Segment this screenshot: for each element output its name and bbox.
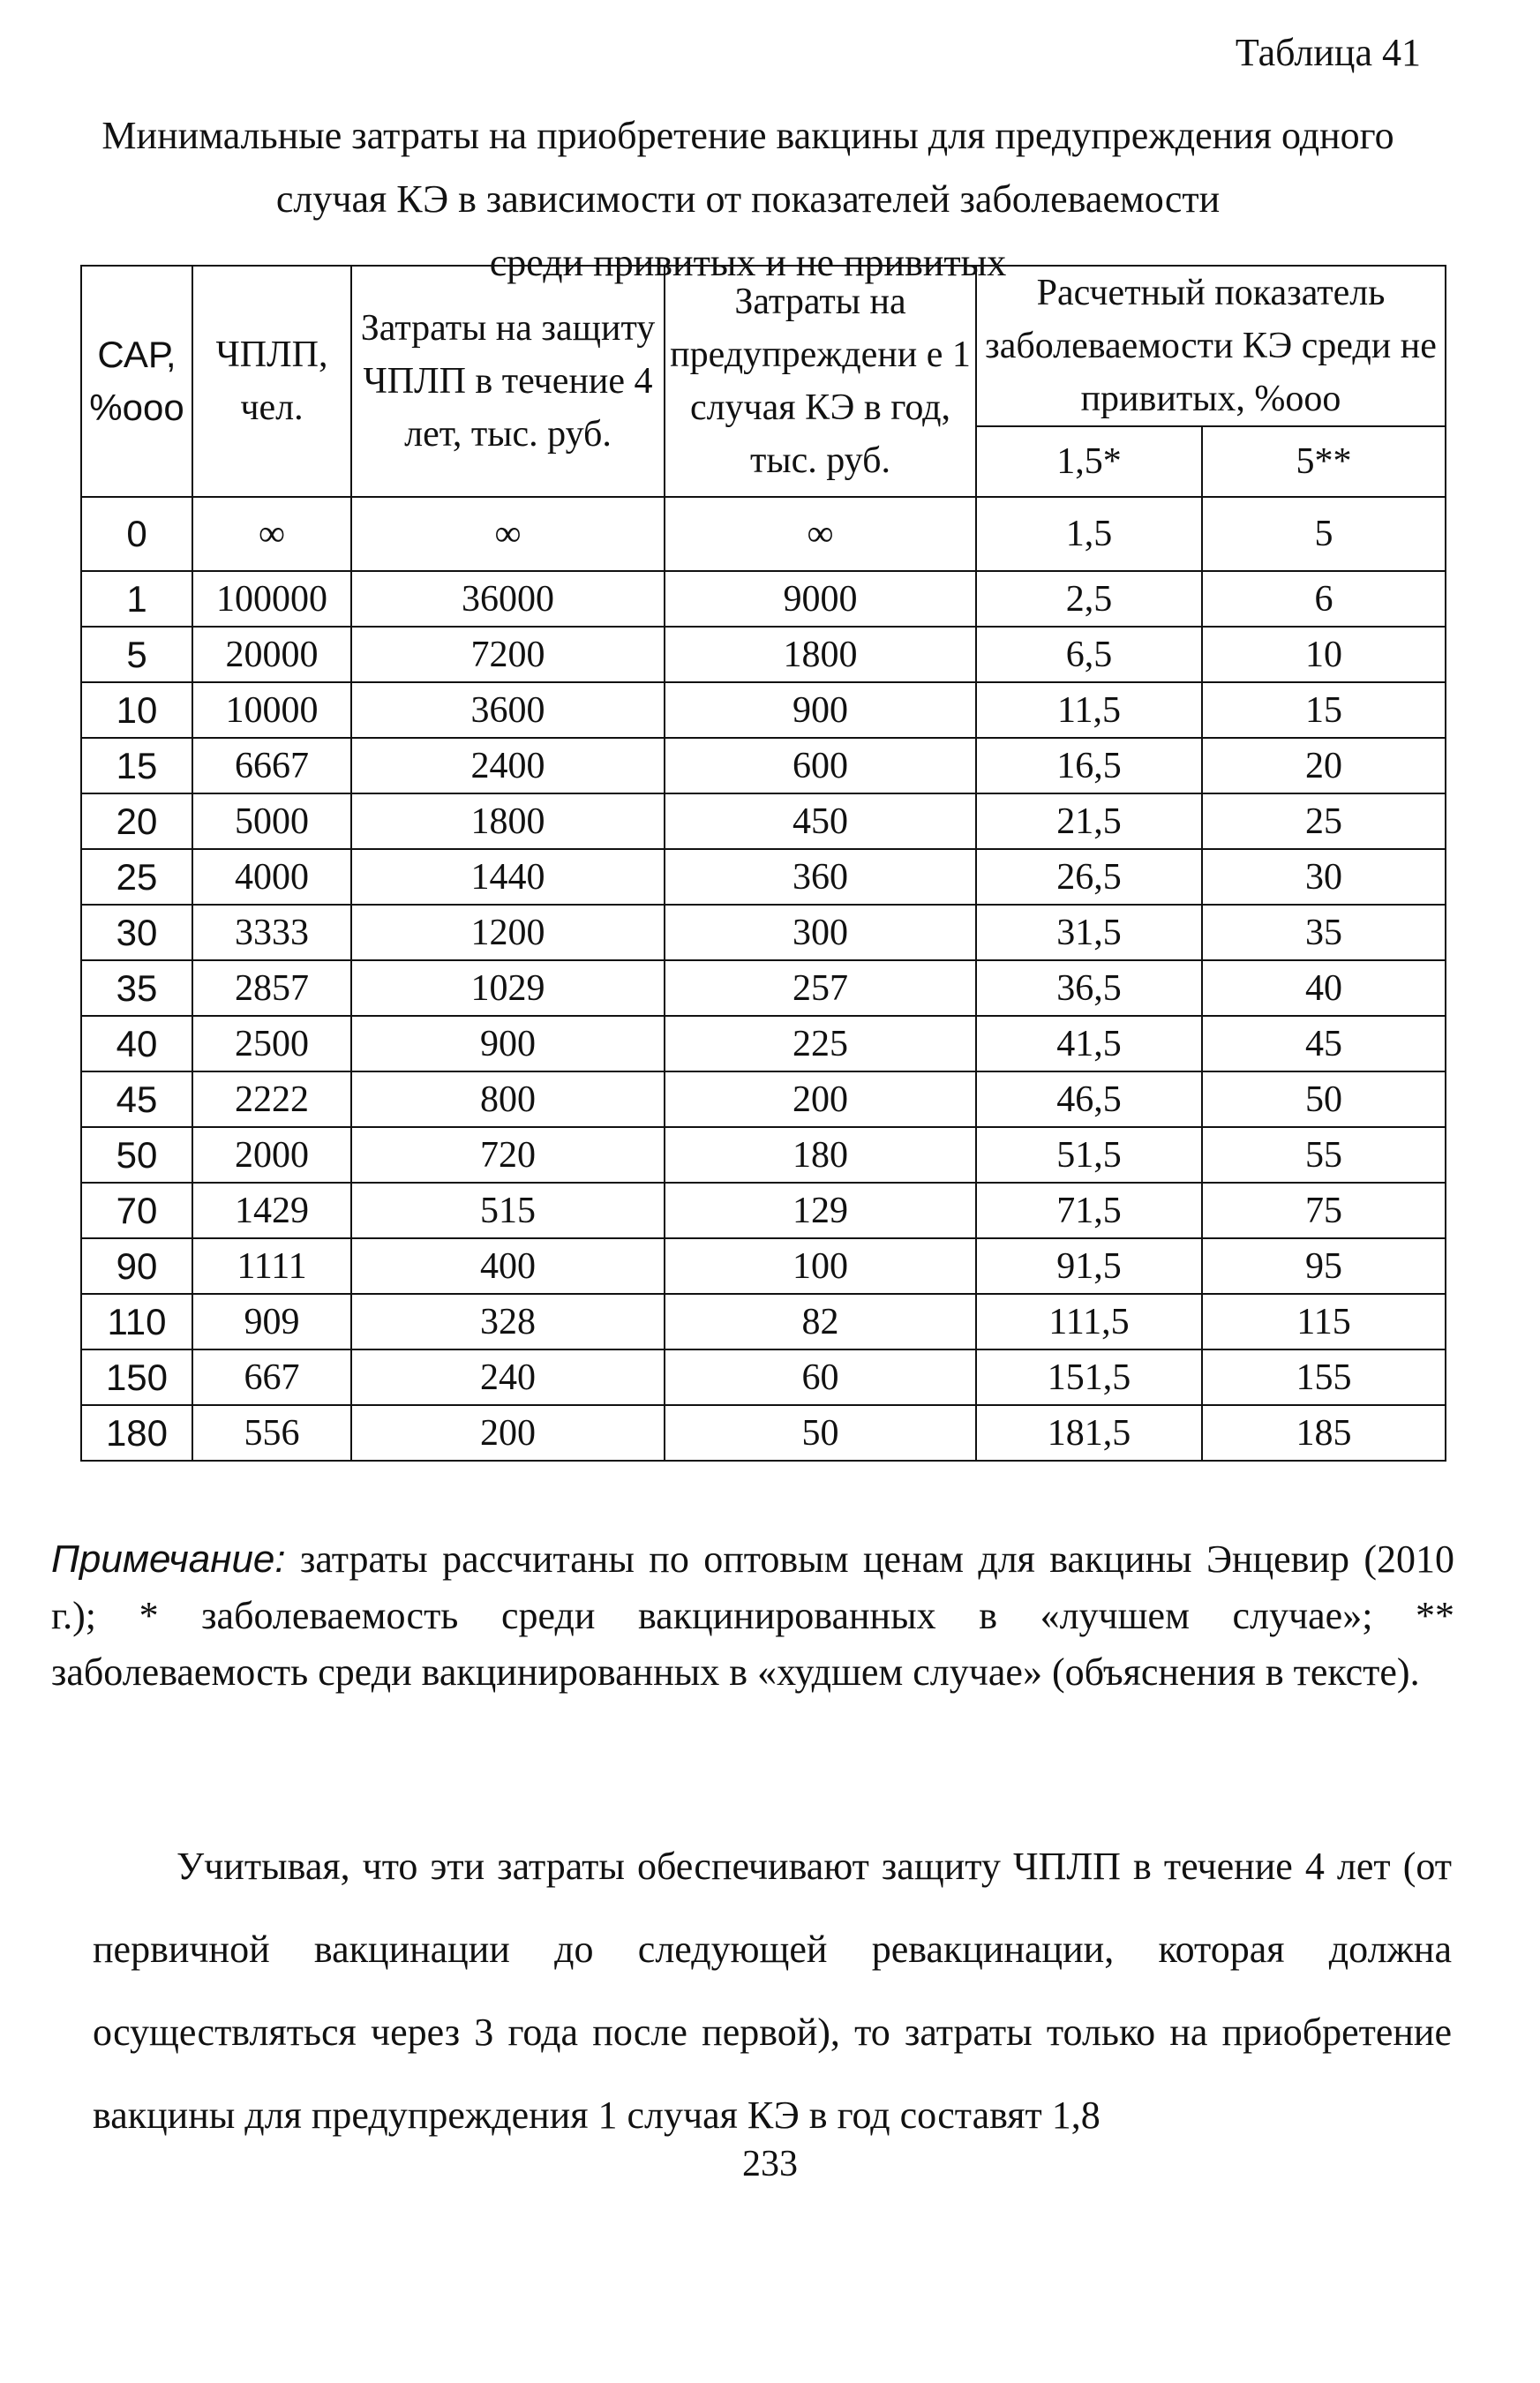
header-worst-case: 5** [1202, 426, 1446, 497]
cell-cost-protection: 3600 [351, 682, 665, 738]
table-row [81, 1349, 1446, 1405]
cell-rate-worst: 25 [1202, 793, 1446, 849]
cell-rate-best: 71,5 [976, 1183, 1202, 1238]
table-row [81, 738, 1446, 793]
cell-rate-best: 181,5 [976, 1405, 1202, 1461]
table-body [81, 497, 1446, 1461]
cell-chplp: 10000 [192, 682, 351, 738]
cell-rate-best: 91,5 [976, 1238, 1202, 1294]
cell-rate-worst: 155 [1202, 1349, 1446, 1405]
cell-sar: 5 [81, 627, 192, 682]
cell-rate-worst: 5 [1202, 497, 1446, 571]
cell-chplp: 2222 [192, 1071, 351, 1127]
cell-chplp: 2000 [192, 1127, 351, 1183]
cell-sar: 15 [81, 738, 192, 793]
body-text [93, 1825, 1452, 2157]
table-row [81, 1016, 1446, 1071]
cell-rate-worst: 40 [1202, 960, 1446, 1016]
cell-chplp: 1111 [192, 1238, 351, 1294]
cell-chplp: 667 [192, 1349, 351, 1405]
cell-cost-prevention: 100 [665, 1238, 976, 1294]
cell-cost-protection: 515 [351, 1183, 665, 1238]
table-row [81, 1294, 1446, 1349]
cell-sar: 90 [81, 1238, 192, 1294]
cell-cost-protection: 240 [351, 1349, 665, 1405]
cell-cost-prevention: 9000 [665, 571, 976, 627]
cell-sar: 30 [81, 905, 192, 960]
note-text-prices: затраты рассчитаны по оптовым ценам для вакцины Энцевир (2010 г.); [51, 1537, 1455, 1637]
cell-sar: 1 [81, 571, 192, 627]
cell-sar: 45 [81, 1071, 192, 1127]
cell-cost-protection: 1440 [351, 849, 665, 905]
cell-cost-prevention: 450 [665, 793, 976, 849]
cell-rate-best: 31,5 [976, 905, 1202, 960]
table-row [81, 571, 1446, 627]
cell-rate-best: 16,5 [976, 738, 1202, 793]
cell-rate-worst: 20 [1202, 738, 1446, 793]
cell-rate-worst: 15 [1202, 682, 1446, 738]
cell-cost-prevention: 225 [665, 1016, 976, 1071]
table-row [81, 905, 1446, 960]
note-star-mark: * [139, 1594, 159, 1637]
table-row [81, 1238, 1446, 1294]
table-row [81, 1071, 1446, 1127]
cell-rate-best: 46,5 [976, 1071, 1202, 1127]
cell-cost-protection: 720 [351, 1127, 665, 1183]
cell-chplp: 2857 [192, 960, 351, 1016]
cell-chplp: 4000 [192, 849, 351, 905]
cell-cost-protection: 800 [351, 1071, 665, 1127]
cell-rate-worst: 30 [1202, 849, 1446, 905]
cell-cost-prevention: 600 [665, 738, 976, 793]
cell-cost-protection: 900 [351, 1016, 665, 1071]
cell-rate-worst: 50 [1202, 1071, 1446, 1127]
cell-cost-protection: 1029 [351, 960, 665, 1016]
table-row [81, 1405, 1446, 1461]
table-note [51, 1531, 1454, 1701]
cell-rate-worst: 95 [1202, 1238, 1446, 1294]
cell-rate-best: 21,5 [976, 793, 1202, 849]
cell-cost-protection: 1200 [351, 905, 665, 960]
cell-sar: 50 [81, 1127, 192, 1183]
cell-rate-worst: 10 [1202, 627, 1446, 682]
cell-cost-prevention: 1800 [665, 627, 976, 682]
cell-rate-best: 1,5 [976, 497, 1202, 571]
body-paragraph: Учитывая, что эти затраты обеспечивают защиту ЧПЛП в течение 4 лет (от первичной вакцинации до следующей ревакцинации, которая должна осуществляться через 3 года после первой), то затраты только на приобретение вакцины для предупреждения 1 случая КЭ в год составят 1,8 [93, 1845, 1452, 2137]
page-number: 233 [742, 2144, 798, 2184]
header-chplp: ЧПЛП, чел. [192, 266, 351, 497]
cell-cost-prevention: 82 [665, 1294, 976, 1349]
cell-rate-best: 36,5 [976, 960, 1202, 1016]
cell-sar: 110 [81, 1294, 192, 1349]
note-text-worst-case: заболеваемость среди вакцинированных в «худшем случае» (объяснения в тексте). [51, 1650, 1420, 1694]
header-cost-prevention: Затраты на предупреждени е 1 случая КЭ в год, тыс. руб. [665, 266, 976, 497]
cell-sar: 20 [81, 793, 192, 849]
note-label: Примечание: [51, 1537, 286, 1581]
cell-chplp: 1429 [192, 1183, 351, 1238]
cell-sar: 25 [81, 849, 192, 905]
table-number-label: Таблица 41 [1235, 31, 1421, 74]
cell-chplp: 5000 [192, 793, 351, 849]
cell-rate-worst: 45 [1202, 1016, 1446, 1071]
caption-line-2: случая КЭ в зависимости от показателей заболеваемости [275, 177, 1221, 221]
cell-cost-protection: 2400 [351, 738, 665, 793]
cell-rate-best: 2,5 [976, 571, 1202, 627]
cell-chplp: 2500 [192, 1016, 351, 1071]
cell-cost-prevention: 129 [665, 1183, 976, 1238]
cell-sar: 10 [81, 682, 192, 738]
cell-cost-prevention: 360 [665, 849, 976, 905]
cell-cost-prevention: 900 [665, 682, 976, 738]
cell-cost-protection: 200 [351, 1405, 665, 1461]
cell-rate-worst: 185 [1202, 1405, 1446, 1461]
cell-rate-worst: 75 [1202, 1183, 1446, 1238]
caption-line-1: Минимальные затраты на приобретение вакцины для предупреждения одного [101, 114, 1394, 157]
table-row [81, 849, 1446, 905]
cell-cost-prevention: ∞ [665, 497, 976, 571]
cell-cost-protection: 328 [351, 1294, 665, 1349]
cell-rate-worst: 6 [1202, 571, 1446, 627]
table-row [81, 682, 1446, 738]
header-best-case: 1,5* [976, 426, 1202, 497]
cell-cost-protection: 1800 [351, 793, 665, 849]
cell-chplp: 100000 [192, 571, 351, 627]
cell-rate-best: 151,5 [976, 1349, 1202, 1405]
note-text-best-case: заболеваемость среди вакцинированных в «лучшем случае»; [201, 1594, 1373, 1637]
cell-sar: 35 [81, 960, 192, 1016]
cell-rate-best: 11,5 [976, 682, 1202, 738]
cell-chplp: 20000 [192, 627, 351, 682]
cell-cost-protection: 400 [351, 1238, 665, 1294]
table-row [81, 627, 1446, 682]
cell-chplp: 909 [192, 1294, 351, 1349]
cell-cost-prevention: 50 [665, 1405, 976, 1461]
table-row [81, 497, 1446, 571]
cell-rate-best: 111,5 [976, 1294, 1202, 1349]
cell-rate-worst: 35 [1202, 905, 1446, 960]
table-row [81, 960, 1446, 1016]
table-row [81, 1183, 1446, 1238]
cell-sar: 180 [81, 1405, 192, 1461]
cell-rate-best: 41,5 [976, 1016, 1202, 1071]
cell-sar: 70 [81, 1183, 192, 1238]
table-row [81, 1127, 1446, 1183]
cell-cost-prevention: 300 [665, 905, 976, 960]
cell-cost-prevention: 180 [665, 1127, 976, 1183]
cell-rate-best: 26,5 [976, 849, 1202, 905]
header-sar: САР, %ооо [81, 266, 192, 497]
cell-sar: 0 [81, 497, 192, 571]
cell-cost-protection: 36000 [351, 571, 665, 627]
header-calculated-rate: Расчетный показатель заболеваемости КЭ среди не привитых, %ооо [976, 266, 1446, 426]
cell-rate-worst: 115 [1202, 1294, 1446, 1349]
cell-rate-worst: 55 [1202, 1127, 1446, 1183]
cell-chplp: 3333 [192, 905, 351, 960]
vaccine-cost-table [80, 265, 1446, 1462]
cell-cost-protection: 7200 [351, 627, 665, 682]
cell-cost-protection: ∞ [351, 497, 665, 571]
note-double-star-mark: ** [1416, 1594, 1455, 1637]
cell-cost-prevention: 257 [665, 960, 976, 1016]
cell-chplp: 556 [192, 1405, 351, 1461]
cell-rate-best: 51,5 [976, 1127, 1202, 1183]
cell-cost-prevention: 200 [665, 1071, 976, 1127]
cell-chplp: 6667 [192, 738, 351, 793]
cell-rate-best: 6,5 [976, 627, 1202, 682]
caption-line-3: среди привитых и не привитых [489, 241, 1007, 284]
cell-sar: 40 [81, 1016, 192, 1071]
cell-sar: 150 [81, 1349, 192, 1405]
cell-chplp: ∞ [192, 497, 351, 571]
table-row [81, 793, 1446, 849]
header-cost-protection: Затраты на защиту ЧПЛП в течение 4 лет, тыс. руб. [351, 266, 665, 497]
cell-cost-prevention: 60 [665, 1349, 976, 1405]
